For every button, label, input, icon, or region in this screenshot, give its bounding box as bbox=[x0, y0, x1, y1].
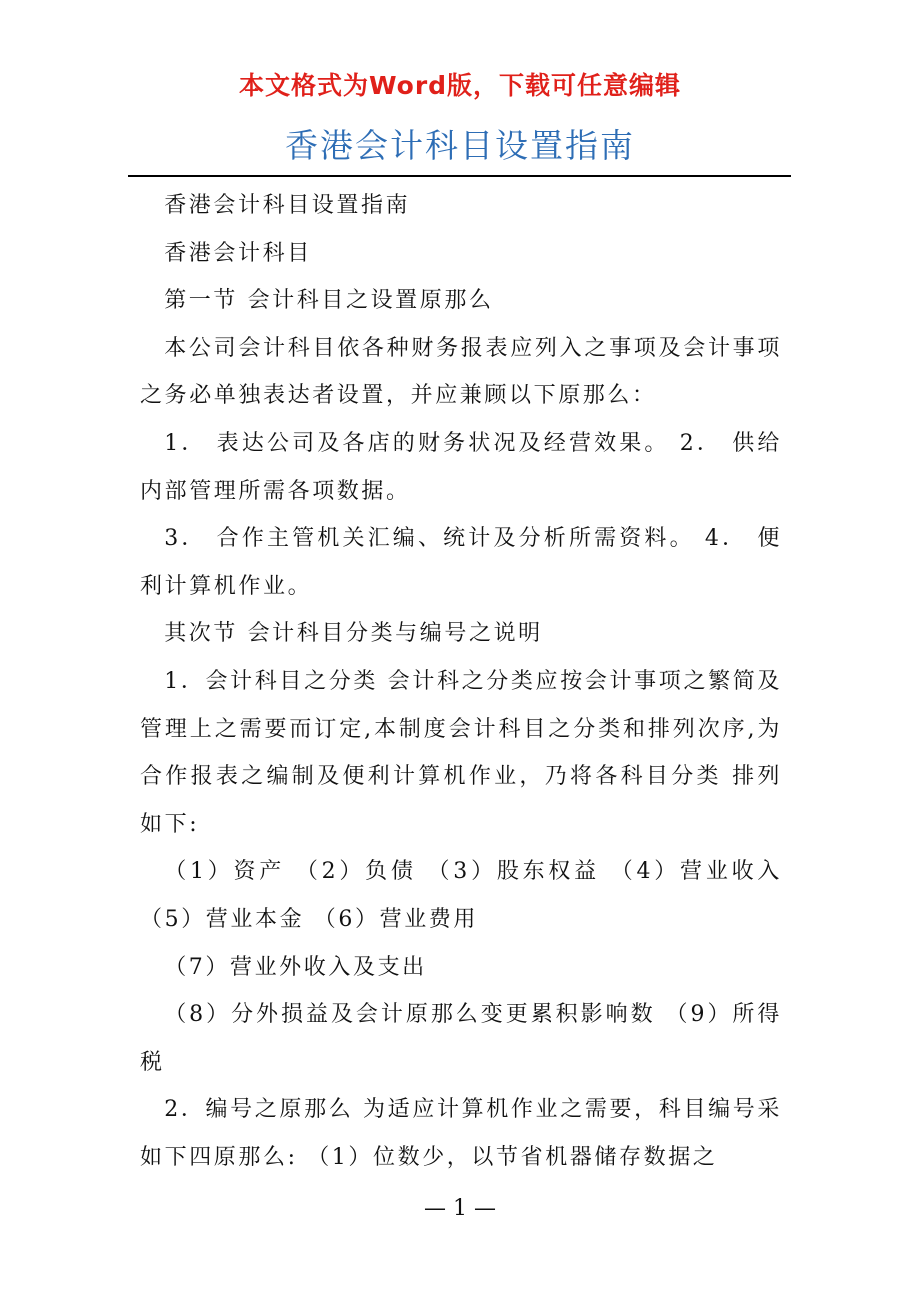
paragraph: 香港会计科目 bbox=[164, 240, 312, 266]
paragraph: 本公司会计科目依各种财务报表应列入之事项及会计事项之务必单独表达者设置，并应兼顾以下原那么： bbox=[140, 335, 782, 409]
paragraph: 3． 合作主管机关汇编、统计及分析所需资料。 4． 便利计算机作业。 bbox=[140, 526, 782, 599]
title-divider bbox=[128, 175, 791, 177]
paragraph: （7）营业外收入及支出 bbox=[164, 954, 427, 980]
paragraph: 2．编号之原那么 为适应计算机作业之需要，科目编号采如下四原那么: （1）位数少，以节省机器储存数据之 bbox=[140, 1097, 782, 1170]
document-banner: 本文格式为Word版，下载可任意编辑 bbox=[238, 71, 682, 100]
document-title: 香港会计科目设置指南 bbox=[285, 126, 635, 165]
paragraph: 1． 表达公司及各店的财务状况及经营效果。 2． 供给内部管理所需各项数据。 bbox=[140, 430, 782, 504]
document-body bbox=[140, 182, 782, 1181]
page-number: — 1 — bbox=[424, 1196, 496, 1221]
paragraph: （1）资产 （2）负债 （3）股东权益 （4）营业收入 （5）营业本金 （6）营业费用 bbox=[140, 859, 782, 932]
paragraph: （8）分外损益及会计原那么变更累积影响数 （9）所得税 bbox=[140, 1002, 782, 1075]
section-heading: 第一节 会计科目之设置原那么 bbox=[164, 288, 494, 314]
section-heading: 其次节 会计科目分类与编号之说明 bbox=[164, 621, 543, 647]
paragraph: 香港会计科目设置指南 bbox=[164, 193, 411, 218]
paragraph: 1．会计科目之分类 会计科之分类应按会计事项之繁简及管理上之需要而订定,本制度会计科目之分类和排列次序,为合作报表之编制及便利计算机作业，乃将各科目分类 排列如下: bbox=[140, 668, 782, 837]
